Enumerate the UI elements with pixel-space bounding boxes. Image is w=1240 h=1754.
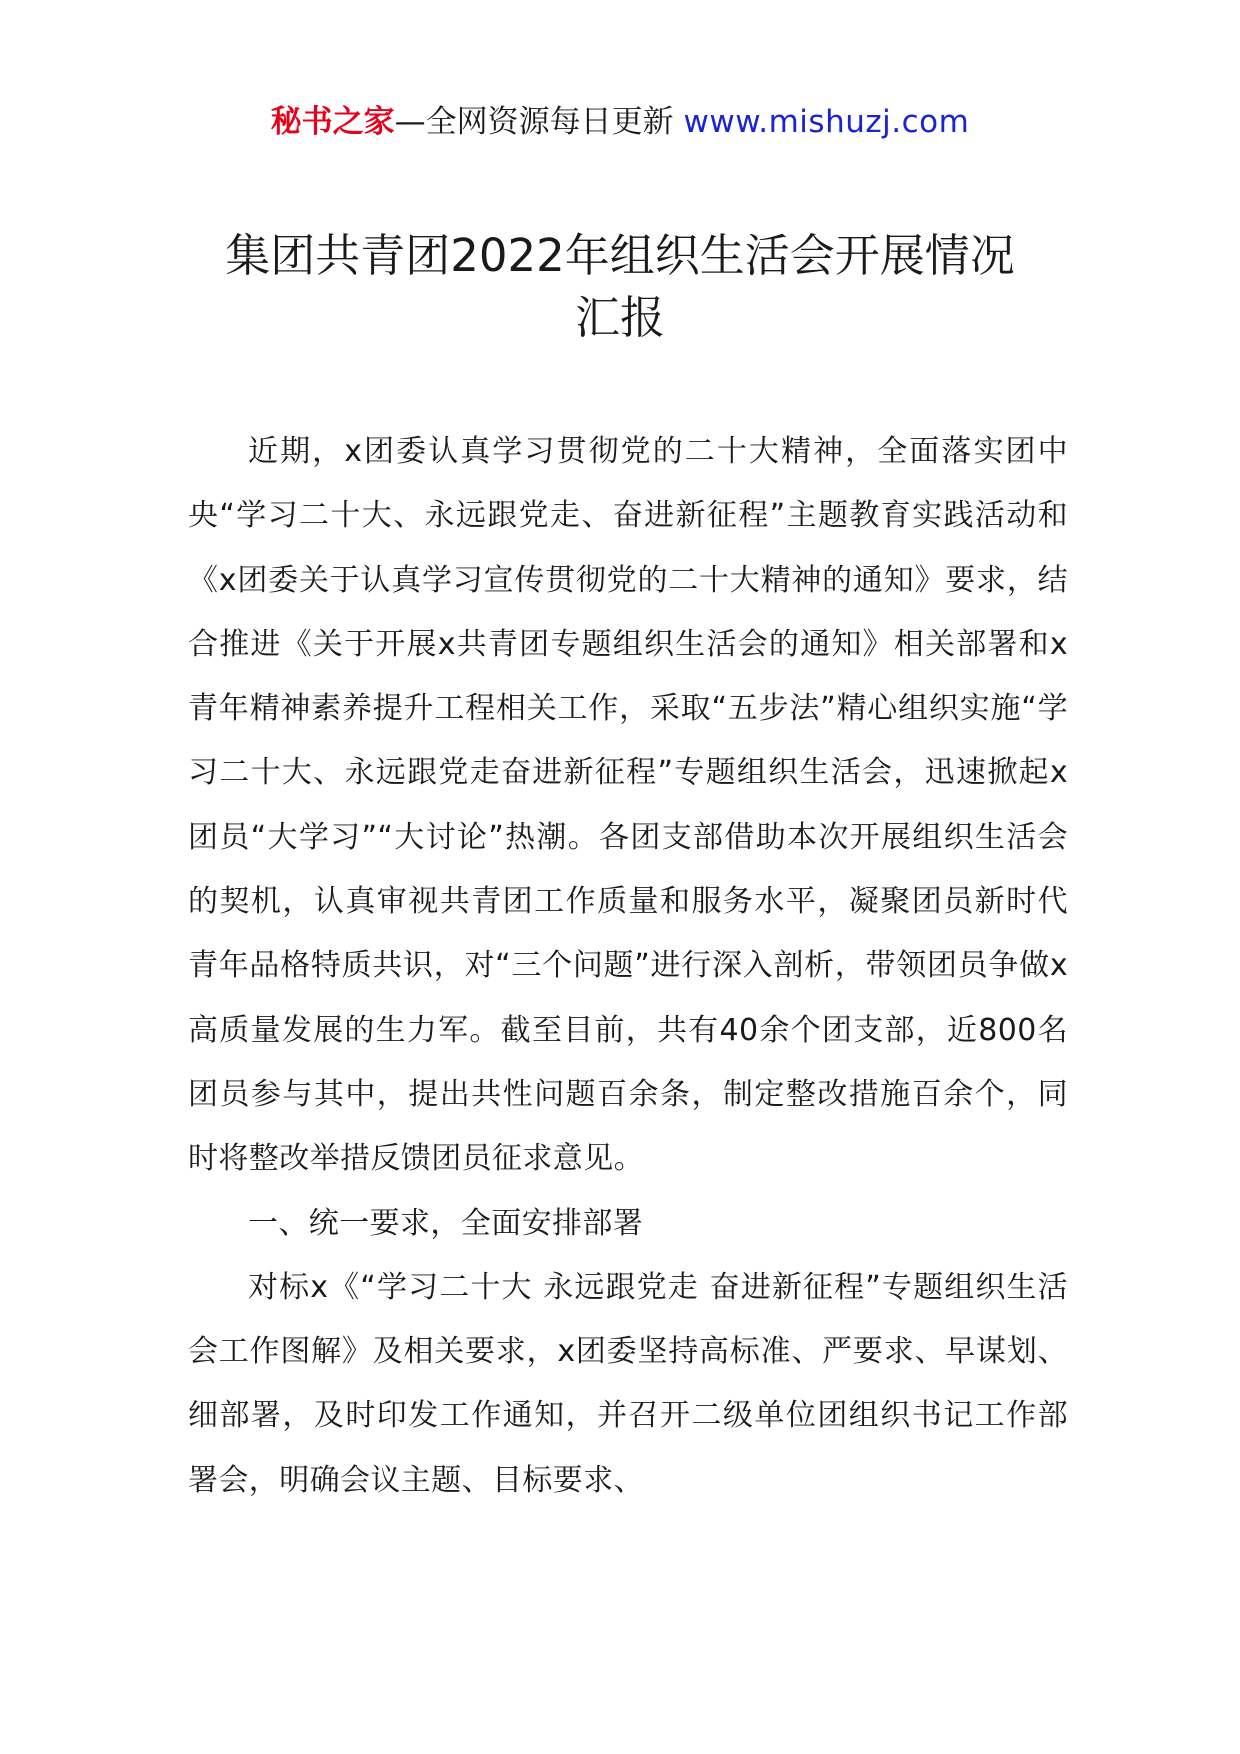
document-title	[0, 225, 1240, 349]
document-body	[188, 420, 1068, 1513]
section-heading-1: 一、统一要求，全面安排部署	[248, 1205, 644, 1241]
site-url-link[interactable]: www.mishuzj.com	[683, 104, 970, 140]
title-line-1: 集团共青团2022年组织生活会开展情况	[225, 229, 1015, 282]
brand-name: 秘书之家	[270, 104, 395, 140]
intro-paragraph: 近期，x团委认真学习贯彻党的二十大精神，全面落实团中央“学习二十大、永远跟党走、奋进新征程”主题教育实践活动和《x团委关于认真学习宣传贯彻党的二十大精神的通知》要求，结合推进《关于开展x共青团专题组织生活会的通知》相关部署和x青年精神素养提升工程相关工作，采取“五步法”精心组织实施“学习二十大、永远跟党走奋进新征程”专题组织生活会，迅速掀起x团员“大学习”“大讨论”热潮。各团支部借助本次开展组织生活会的契机，认真审视共青团工作质量和服务水平，凝聚团员新时代青年品格特质共识，对“三个问题”进行深入剖析，带领团员争做x高质量发展的生力军。截至目前，共有40余个团支部，近800名团员参与其中，提出共性问题百余条，制定整改措施百余个，同时将整改举措反馈团员征求意见。	[188, 434, 1068, 1177]
title-line-2: 汇报	[574, 291, 665, 344]
site-header	[0, 100, 1240, 144]
section-1-paragraph: 对标x《“学习二十大 永远跟党走 奋进新征程”专题组织生活会工作图解》及相关要求，x团委坚持高标准、严要求、早谋划、细部署，及时印发工作通知，并召开二级单位团组织书记工作部署会，明确会议主题、目标要求、	[188, 1269, 1068, 1498]
header-slogan: —全网资源每日更新	[394, 104, 684, 140]
